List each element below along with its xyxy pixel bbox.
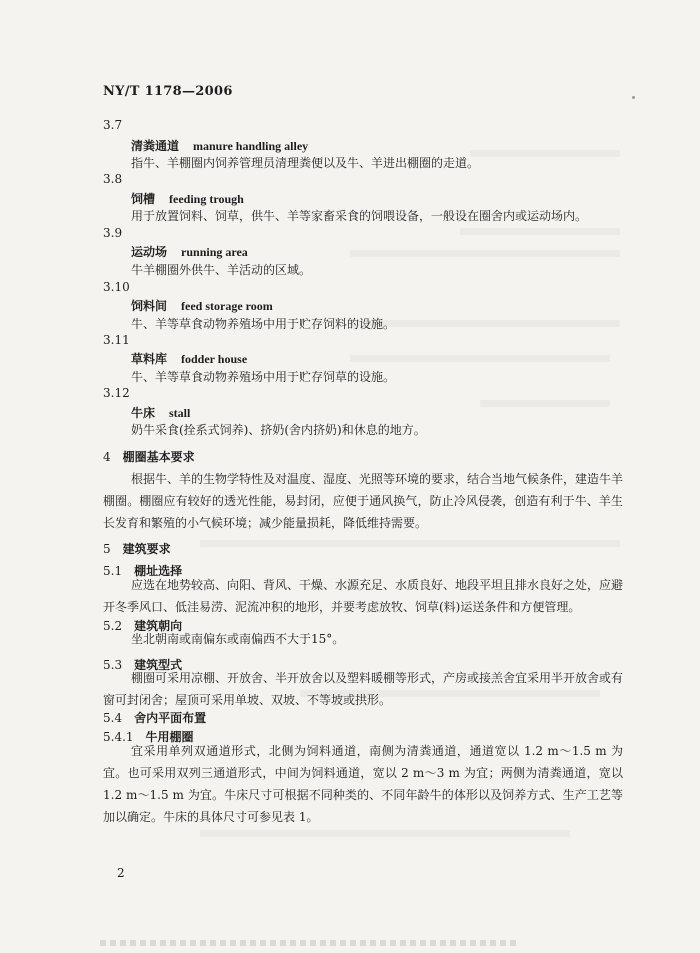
section-title: 建筑朝向 — [134, 619, 183, 633]
section-paragraph: 根据牛、羊的生物学特性及对温度、湿度、光照等环境的要求，结合当地气候条件，建造牛羊棚圈。棚圈应有较好的透光性能，易封闭，应便于通风换气，防止冷风侵袭，创造有利于牛、羊生长发育和繁殖的小气候环境；减少能量损耗，降低维持需要。 — [103, 472, 624, 530]
page-number: 2 — [117, 866, 125, 880]
clause-number: 3.7 — [103, 118, 123, 132]
section-paragraph: 宜采用单列双通道形式，北侧为饲料通道，南侧为清粪通道，通道宽以 1.2 m～1.5 m 为宜。也可采用双列三通道形式，中间为饲料通道，宽以 2 m～3 m 为宜；两侧为清粪通道，宽以 1.2 m～1.5 m 为宜。牛床尺寸可根据不同种类的、不同年龄牛的体形以及饲养方式、生产工艺等加以确定。牛床的具体尺寸可参见表 1。 — [103, 744, 623, 824]
section-number: 4 — [103, 450, 111, 464]
clause-number: 3.9 — [103, 226, 123, 240]
term-en: feed storage room — [181, 299, 273, 313]
term-definition: 牛羊棚圈外供牛、羊活动的区域。 — [131, 263, 312, 277]
section-number: 5.2 — [103, 619, 123, 633]
term-zh: 饲槽 — [131, 192, 156, 206]
term-en: manure handling alley — [193, 139, 309, 153]
term-heading — [131, 404, 190, 421]
bleed-through — [350, 250, 620, 257]
bleed-through — [200, 540, 620, 547]
standard-code: NY/T 1178—2006 — [103, 84, 233, 99]
section-paragraph: 坐北朝南或南偏东或南偏西不大于15°。 — [131, 632, 345, 646]
term-zh: 草料库 — [131, 352, 168, 366]
section-title: 舍内平面布置 — [134, 711, 207, 725]
section-number: 5.4 — [103, 711, 123, 725]
subsection-heading — [103, 709, 206, 726]
term-heading — [131, 137, 308, 154]
bleed-through — [470, 150, 620, 157]
section-title: 牛用棚圈 — [145, 730, 194, 744]
section-title: 建筑要求 — [122, 542, 171, 556]
section-title: 建筑型式 — [134, 658, 183, 672]
scan-edge-noise — [100, 940, 520, 946]
bleed-through — [480, 400, 610, 407]
term-definition: 指牛、羊棚圈内饲养管理员清理粪便以及牛、羊进出棚圈的走道。 — [131, 156, 480, 170]
bleed-through — [350, 355, 610, 362]
section-title: 棚址选择 — [134, 564, 183, 578]
clause-number: 3.11 — [103, 333, 130, 347]
term-definition: 牛、羊等草食动物养殖场中用于贮存饲草的设施。 — [131, 370, 396, 384]
term-en: feeding trough — [169, 192, 244, 206]
section-paragraph: 应选在地势较高、向阳、背风、干燥、水源充足、水质良好、地段平坦且排水良好之处，应避开冬季风口、低洼易涝、泥流冲积的地形，并要考虑放牧、饲草(料)运送条件和方便管理。 — [103, 578, 624, 614]
clause-number: 3.10 — [103, 280, 130, 294]
term-heading — [131, 297, 273, 314]
term-zh: 运动场 — [131, 245, 168, 259]
term-zh: 牛床 — [131, 406, 156, 420]
term-heading — [131, 350, 247, 367]
section-title: 棚圈基本要求 — [122, 450, 195, 464]
bleed-through — [460, 228, 620, 235]
term-definition: 奶牛采食(拴系式饲养)、挤奶(舍内挤奶)和休息的地方。 — [131, 423, 426, 437]
term-en: stall — [169, 406, 191, 420]
bleed-through — [200, 830, 570, 837]
section-number: 5.4.1 — [103, 730, 134, 744]
term-heading — [131, 190, 244, 207]
scan-speck — [632, 96, 635, 99]
clause-number: 3.8 — [103, 172, 123, 186]
clause-number: 3.12 — [103, 386, 130, 400]
term-zh: 清粪通道 — [131, 139, 180, 153]
term-heading — [131, 243, 248, 260]
section-number: 5.3 — [103, 658, 123, 672]
term-definition: 牛、羊等草食动物养殖场中用于贮存饲料的设施。 — [131, 317, 396, 331]
term-en: fodder house — [181, 352, 248, 366]
section-paragraph: 棚圈可采用凉棚、开放舍、半开放舍以及塑料暖棚等形式，产房或接羔舍宜采用半开放舍或有窗可封闭舍；屋顶可采用单坡、双坡、不等坡或拱形。 — [103, 671, 624, 707]
term-en: running area — [181, 245, 248, 259]
section-heading — [103, 540, 171, 557]
section-number: 5 — [103, 542, 111, 556]
term-definition: 用于放置饲料、饲草，供牛、羊等家畜采食的饲喂设备，一般设在圈舍内或运动场内。 — [131, 209, 588, 223]
section-heading — [103, 448, 195, 465]
term-zh: 饲料间 — [131, 299, 168, 313]
section-number: 5.1 — [103, 564, 123, 578]
